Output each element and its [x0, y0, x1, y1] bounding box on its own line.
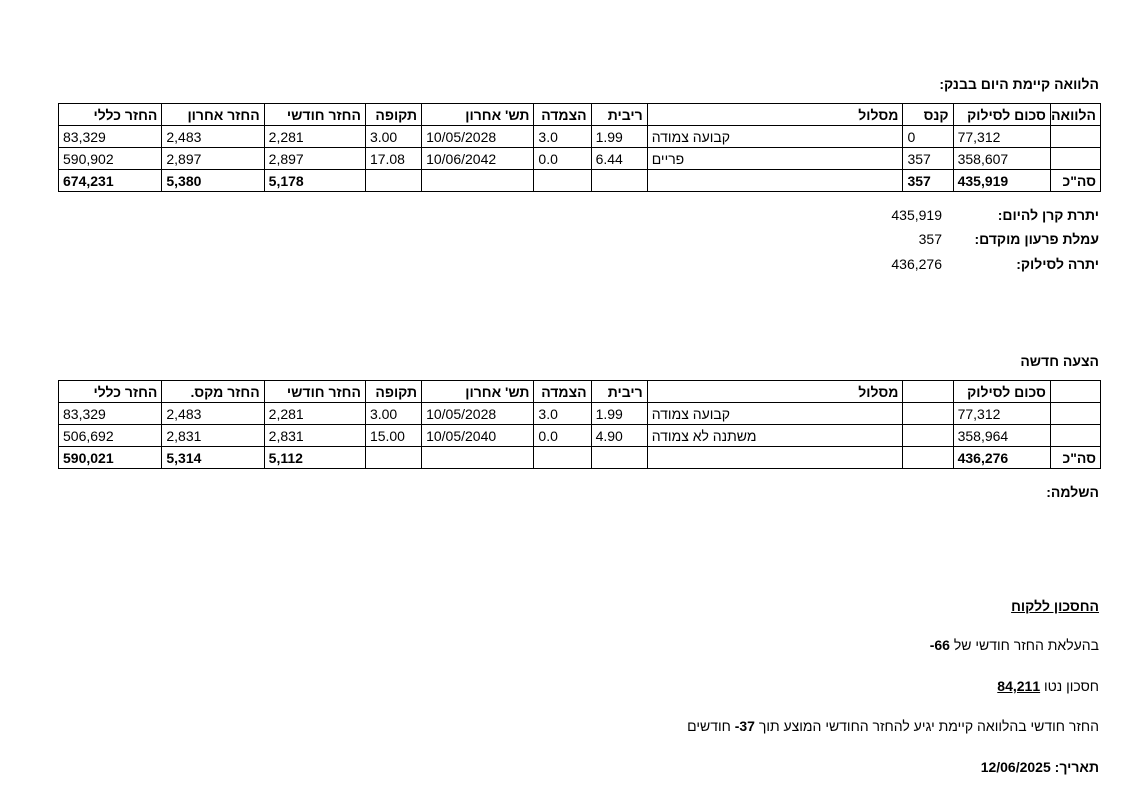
empty-cell	[591, 170, 647, 192]
cell-monthly: 2,897	[264, 148, 365, 170]
header-monthly: החזר חודשי	[264, 381, 365, 403]
cell-interest: 1.99	[591, 126, 647, 148]
cell-payoff: 358,964	[953, 425, 1050, 447]
cell-route: משתנה לא צמודה	[647, 425, 903, 447]
cell-indexation: 0.0	[534, 148, 591, 170]
cell-route: פריים	[647, 148, 903, 170]
cell-interest: 6.44	[591, 148, 647, 170]
cell-loan	[1050, 148, 1100, 170]
proposal-table	[58, 380, 1101, 469]
savings-line-monthly-increase	[930, 637, 1099, 653]
empty-cell	[903, 447, 953, 469]
cell-indexation: 3.0	[534, 126, 591, 148]
cell-loan	[1050, 126, 1100, 148]
table-row	[59, 403, 1101, 425]
total-payoff: 436,276	[953, 447, 1050, 469]
total-max: 5,314	[162, 447, 264, 469]
date-line	[981, 759, 1099, 775]
savings-line-net	[997, 678, 1099, 694]
empty-cell	[422, 447, 534, 469]
cell-last: 2,897	[162, 148, 264, 170]
cell-loan	[1050, 425, 1100, 447]
empty-cell	[365, 170, 421, 192]
savings-line3-value: 37-	[734, 718, 755, 734]
cell-interest: 1.99	[591, 403, 647, 425]
header-payoff: סכום לסילוק	[953, 104, 1050, 126]
header-last-payment: תש' אחרון	[422, 104, 534, 126]
header-monthly: החזר חודשי	[264, 104, 365, 126]
header-indexation: הצמדה	[534, 104, 591, 126]
cell-period: 17.08	[365, 148, 421, 170]
cell-period: 3.00	[365, 126, 421, 148]
empty-cell	[365, 447, 421, 469]
total-penalty: 357	[903, 170, 953, 192]
cell-indexation: 0.0	[534, 425, 591, 447]
cell-route: קבועה צמודה	[647, 126, 903, 148]
cell-loan	[1050, 403, 1100, 425]
table-row	[59, 425, 1101, 447]
total-payoff: 435,919	[953, 170, 1050, 192]
cell-period: 15.00	[365, 425, 421, 447]
cell-total: 83,329	[59, 126, 162, 148]
date-value: 12/06/2025	[980, 759, 1051, 775]
header-loan	[1050, 381, 1100, 403]
savings-line3-suffix: חודשים	[687, 718, 731, 734]
summary-balance-label: יתרה לסילוק:	[1016, 256, 1099, 272]
summary-balance-value: 436,276	[891, 256, 942, 272]
cell-total: 83,329	[59, 403, 162, 425]
cell-max: 2,483	[162, 403, 264, 425]
header-indexation: הצמדה	[534, 381, 591, 403]
savings-title: החסכון ללקוח	[1011, 598, 1099, 614]
savings-line1-value: 66-	[929, 637, 950, 653]
header-period: תקופה	[365, 104, 421, 126]
total-total: 674,231	[59, 170, 162, 192]
cell-payoff: 77,312	[953, 403, 1050, 425]
header-last-payment: תש' אחרון	[422, 381, 534, 403]
totals-row	[59, 170, 1101, 192]
savings-line3-prefix: החזר חודשי בהלוואה קיימת יגיע להחזר החודשי המוצע תוך	[758, 718, 1099, 734]
cell-route: קבועה צמודה	[647, 403, 903, 425]
savings-line1-prefix: בהעלאת החזר חודשי של	[953, 637, 1099, 653]
header-route: מסלול	[647, 104, 903, 126]
header-last: החזר אחרון	[162, 104, 264, 126]
cell-total: 506,692	[59, 425, 162, 447]
cell-payoff: 358,607	[953, 148, 1050, 170]
cell-last-payment: 10/05/2028	[422, 126, 534, 148]
savings-line2-value: 84,211	[997, 678, 1041, 694]
header-interest: ריבית	[591, 104, 647, 126]
header-total: החזר כללי	[59, 104, 162, 126]
table-header-row	[59, 104, 1101, 126]
cell-monthly: 2,831	[264, 425, 365, 447]
header-max: החזר מקס.	[162, 381, 264, 403]
header-route: מסלול	[647, 381, 903, 403]
header-interest: ריבית	[591, 381, 647, 403]
empty-cell	[422, 170, 534, 192]
savings-line2-prefix: חסכון נטו	[1044, 678, 1099, 694]
header-loan: הלוואה	[1050, 104, 1100, 126]
cell-last-payment: 10/05/2040	[422, 425, 534, 447]
cell-monthly: 2,281	[264, 403, 365, 425]
cell-penalty: 357	[903, 148, 953, 170]
cell-penalty: 0	[903, 126, 953, 148]
summary-principal-label: יתרת קרן להיום:	[997, 207, 1099, 223]
existing-loan-title: הלוואה קיימת היום בבנק:	[939, 76, 1099, 92]
cell-total: 590,902	[59, 148, 162, 170]
total-total: 590,021	[59, 447, 162, 469]
table-header-row	[59, 381, 1101, 403]
empty-cell	[534, 447, 591, 469]
header-payoff: סכום לסילוק	[953, 381, 1050, 403]
summary-fee-value: 357	[918, 231, 942, 247]
cell-period: 3.00	[365, 403, 421, 425]
completion-label: השלמה:	[1046, 484, 1099, 500]
empty-cell	[591, 447, 647, 469]
totals-label: סה"כ	[1050, 447, 1100, 469]
empty-cell	[534, 170, 591, 192]
date-label: תאריך:	[1054, 759, 1099, 775]
header-penalty	[903, 381, 953, 403]
cell-last: 2,483	[162, 126, 264, 148]
summary-fee-label: עמלת פרעון מוקדם:	[974, 231, 1099, 247]
cell-last-payment: 10/05/2028	[422, 403, 534, 425]
cell-penalty	[903, 403, 953, 425]
cell-penalty	[903, 425, 953, 447]
empty-cell	[647, 447, 903, 469]
totals-label: סה"כ	[1050, 170, 1100, 192]
cell-payoff: 77,312	[953, 126, 1050, 148]
proposal-title: הצעה חדשה	[1020, 353, 1099, 369]
header-penalty: קנס	[903, 104, 953, 126]
totals-row	[59, 447, 1101, 469]
existing-loan-table	[58, 103, 1101, 192]
cell-last-payment: 10/06/2042	[422, 148, 534, 170]
total-monthly: 5,178	[264, 170, 365, 192]
header-period: תקופה	[365, 381, 421, 403]
cell-interest: 4.90	[591, 425, 647, 447]
cell-monthly: 2,281	[264, 126, 365, 148]
summary-principal-value: 435,919	[891, 207, 942, 223]
empty-cell	[647, 170, 903, 192]
cell-indexation: 3.0	[534, 403, 591, 425]
cell-max: 2,831	[162, 425, 264, 447]
total-last: 5,380	[162, 170, 264, 192]
header-total: החזר כללי	[59, 381, 162, 403]
table-row	[59, 148, 1101, 170]
total-monthly: 5,112	[264, 447, 365, 469]
table-row	[59, 126, 1101, 148]
savings-line-months	[687, 718, 1099, 734]
